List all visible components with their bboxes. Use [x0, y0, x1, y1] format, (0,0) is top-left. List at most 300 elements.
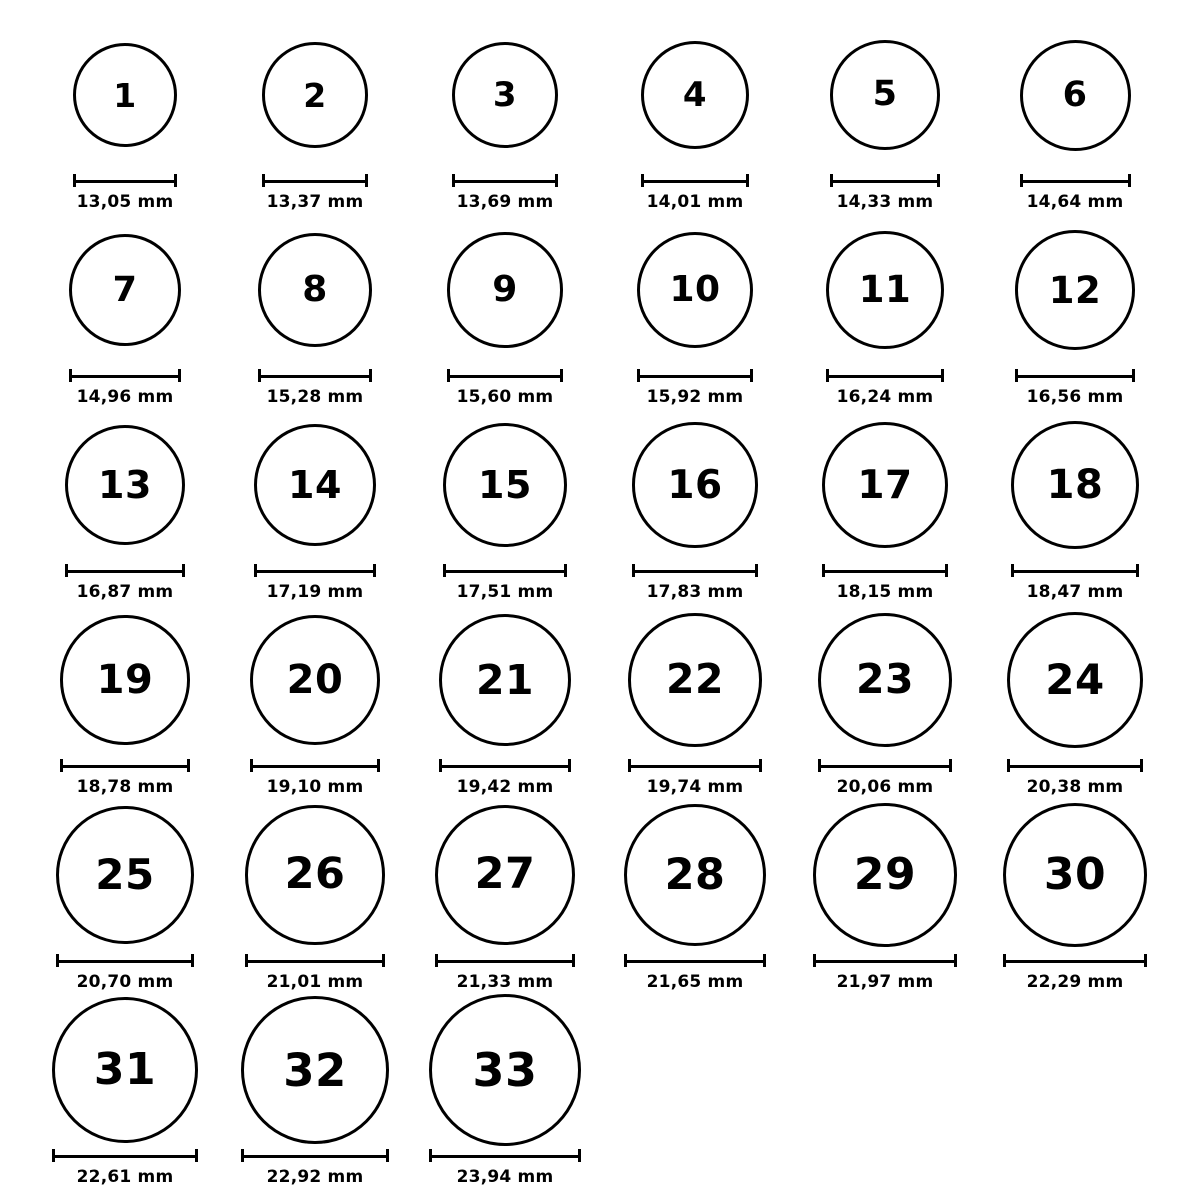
- ring-size-cell: [220, 215, 410, 410]
- ring-circle: [69, 234, 181, 346]
- measure-line: [245, 960, 384, 963]
- diameter-measure: [826, 369, 944, 407]
- ring-size-label: 17: [857, 462, 913, 508]
- ring-circle: [624, 804, 766, 946]
- ring-circle: [818, 613, 953, 748]
- diameter-measure: [241, 1149, 389, 1187]
- diameter-measure: [637, 369, 754, 407]
- ring-circle: [641, 41, 749, 149]
- diameter-value: 19,42 mm: [456, 777, 554, 797]
- measure-bar-icon: [632, 564, 757, 576]
- measure-line: [429, 1155, 581, 1158]
- ring-circle-wrap: [830, 20, 940, 170]
- measure-bar-icon: [429, 1149, 581, 1161]
- ring-size-cell: [600, 605, 790, 800]
- measure-tick-left: [1020, 174, 1023, 187]
- ring-size-label: 22: [665, 655, 725, 704]
- measure-bar-icon: [443, 564, 567, 576]
- ring-circle: [60, 615, 189, 744]
- measure-bar-icon: [1003, 954, 1148, 966]
- diameter-measure: [443, 564, 567, 602]
- ring-size-label: 3: [492, 75, 518, 115]
- ring-size-label: 29: [853, 849, 917, 900]
- diameter-value: 21,97 mm: [836, 972, 934, 992]
- measure-tick-left: [73, 174, 76, 187]
- ring-circle-wrap: [56, 800, 194, 950]
- measure-tick-right: [954, 954, 957, 967]
- ring-circle-wrap: [443, 410, 567, 560]
- measure-tick-left: [641, 174, 644, 187]
- diameter-value: 22,61 mm: [76, 1167, 174, 1187]
- measure-tick-left: [1003, 954, 1006, 967]
- measure-line: [69, 375, 181, 378]
- ring-circle: [826, 231, 944, 349]
- measure-line: [1020, 180, 1131, 183]
- diameter-value: 21,01 mm: [266, 972, 364, 992]
- measure-tick-right: [578, 1149, 581, 1162]
- measure-tick-right: [750, 369, 753, 382]
- ring-circle-wrap: [60, 605, 189, 755]
- ring-size-cell: [600, 20, 790, 215]
- diameter-value: 17,19 mm: [266, 582, 364, 602]
- measure-bar-icon: [624, 954, 766, 966]
- ring-size-label: 33: [472, 1043, 538, 1097]
- ring-size-cell: [410, 20, 600, 215]
- diameter-measure: [1011, 564, 1139, 602]
- diameter-value: 23,94 mm: [456, 1167, 554, 1187]
- diameter-value: 14,96 mm: [76, 387, 174, 407]
- diameter-value: 16,56 mm: [1026, 387, 1124, 407]
- measure-bar-icon: [1007, 759, 1143, 771]
- ring-size-cell: [790, 410, 980, 605]
- measure-tick-left: [60, 759, 63, 772]
- measure-tick-right: [182, 564, 185, 577]
- measure-bar-icon: [52, 1149, 198, 1161]
- ring-size-cell: [410, 605, 600, 800]
- measure-line: [1003, 960, 1148, 963]
- ring-circle: [632, 422, 757, 547]
- measure-tick-left: [439, 759, 442, 772]
- ring-size-label: 2: [303, 75, 327, 115]
- measure-bar-icon: [1015, 369, 1134, 381]
- ring-circle: [1007, 612, 1143, 748]
- ring-circle: [628, 613, 761, 746]
- measure-tick-right: [560, 369, 563, 382]
- ring-size-cell: [600, 410, 790, 605]
- ring-size-label: 26: [284, 849, 346, 900]
- ring-circle: [73, 43, 177, 147]
- measure-tick-right: [945, 564, 948, 577]
- measure-tick-left: [258, 369, 261, 382]
- ring-size-grid: [30, 20, 1170, 1190]
- measure-tick-left: [1007, 759, 1010, 772]
- measure-tick-right: [178, 369, 181, 382]
- measure-line: [241, 1155, 389, 1158]
- measure-bar-icon: [822, 564, 948, 576]
- diameter-measure: [258, 369, 372, 407]
- diameter-value: 22,29 mm: [1026, 972, 1124, 992]
- diameter-measure: [56, 954, 194, 992]
- ring-size-label: 18: [1046, 462, 1104, 508]
- diameter-measure: [439, 759, 571, 797]
- diameter-measure: [52, 1149, 198, 1187]
- measure-line: [258, 375, 372, 378]
- measure-tick-right: [564, 564, 567, 577]
- measure-bar-icon: [641, 174, 749, 186]
- measure-line: [52, 1155, 198, 1158]
- diameter-measure: [641, 174, 749, 212]
- ring-size-label: 5: [872, 74, 898, 115]
- measure-tick-left: [1015, 369, 1018, 382]
- measure-tick-left: [452, 174, 455, 187]
- measure-bar-icon: [254, 564, 376, 576]
- ring-circle: [1020, 40, 1131, 151]
- ring-circle-wrap: [632, 410, 757, 560]
- measure-bar-icon: [69, 369, 181, 381]
- diameter-measure: [1015, 369, 1134, 407]
- diameter-value: 15,60 mm: [456, 387, 554, 407]
- measure-bar-icon: [241, 1149, 389, 1161]
- diameter-value: 14,01 mm: [646, 192, 744, 212]
- measure-bar-icon: [439, 759, 571, 771]
- ring-size-cell: [410, 215, 600, 410]
- ring-circle-wrap: [245, 800, 384, 950]
- ring-size-label: 21: [475, 655, 535, 704]
- ring-circle: [813, 803, 956, 946]
- ring-size-label: 23: [855, 655, 915, 704]
- diameter-measure: [65, 564, 186, 602]
- ring-circle: [830, 40, 940, 150]
- diameter-measure: [447, 369, 562, 407]
- measure-tick-right: [369, 369, 372, 382]
- diameter-measure: [245, 954, 384, 992]
- ring-size-cell: [220, 410, 410, 605]
- diameter-value: 16,87 mm: [76, 582, 174, 602]
- ring-size-label: 9: [492, 268, 518, 310]
- measure-line: [624, 960, 766, 963]
- ring-size-label: 7: [112, 269, 138, 310]
- ring-size-label: 13: [98, 462, 152, 507]
- ring-size-cell: [220, 995, 410, 1190]
- ring-circle-wrap: [1020, 20, 1131, 170]
- measure-tick-right: [386, 1149, 389, 1162]
- ring-size-label: 8: [302, 268, 328, 310]
- ring-circle-wrap: [826, 215, 944, 365]
- ring-circle-wrap: [254, 410, 376, 560]
- ring-size-cell: [790, 605, 980, 800]
- measure-tick-left: [637, 369, 640, 382]
- diameter-value: 22,92 mm: [266, 1167, 364, 1187]
- diameter-value: 18,15 mm: [836, 582, 934, 602]
- measure-tick-left: [1011, 564, 1014, 577]
- measure-line: [1007, 765, 1143, 768]
- measure-tick-right: [382, 954, 385, 967]
- diameter-value: 17,83 mm: [646, 582, 744, 602]
- ring-circle: [52, 997, 198, 1143]
- ring-size-label: 31: [93, 1044, 157, 1095]
- ring-circle-wrap: [1015, 215, 1134, 365]
- ring-size-cell: [30, 995, 220, 1190]
- ring-size-label: 25: [95, 850, 155, 899]
- ring-size-label: 10: [669, 268, 721, 310]
- ring-circle: [822, 422, 948, 548]
- measure-tick-right: [941, 369, 944, 382]
- measure-bar-icon: [65, 564, 186, 576]
- ring-circle: [56, 806, 194, 944]
- ring-size-label: 16: [667, 462, 723, 508]
- measure-tick-left: [447, 369, 450, 382]
- measure-tick-left: [813, 954, 816, 967]
- ring-size-label: 24: [1045, 654, 1105, 704]
- ring-circle-wrap: [624, 800, 766, 950]
- ring-circle-wrap: [447, 215, 562, 365]
- ring-size-cell: [980, 215, 1170, 410]
- measure-bar-icon: [435, 954, 575, 966]
- ring-circle-wrap: [241, 995, 389, 1145]
- ring-circle-wrap: [641, 20, 749, 170]
- measure-line: [439, 765, 571, 768]
- measure-tick-left: [69, 369, 72, 382]
- measure-tick-right: [1128, 174, 1131, 187]
- measure-tick-right: [555, 174, 558, 187]
- ring-size-cell: [600, 800, 790, 995]
- ring-circle-wrap: [452, 20, 559, 170]
- measure-tick-right: [1144, 954, 1147, 967]
- measure-tick-right: [191, 954, 194, 967]
- ring-circle-wrap: [818, 605, 953, 755]
- measure-line: [56, 960, 194, 963]
- diameter-measure: [73, 174, 177, 212]
- measure-bar-icon: [250, 759, 381, 771]
- ring-circle: [439, 614, 571, 746]
- ring-circle: [241, 996, 389, 1144]
- measure-bar-icon: [60, 759, 189, 771]
- ring-size-label: 28: [664, 849, 726, 900]
- diameter-measure: [262, 174, 367, 212]
- measure-bar-icon: [1011, 564, 1139, 576]
- ring-size-cell: [600, 215, 790, 410]
- ring-size-label: 30: [1043, 849, 1107, 900]
- measure-line: [73, 180, 177, 183]
- ring-size-label: 6: [1062, 74, 1088, 115]
- ring-circle-wrap: [250, 605, 381, 755]
- diameter-value: 20,70 mm: [76, 972, 174, 992]
- measure-line: [447, 375, 562, 378]
- diameter-measure: [429, 1149, 581, 1187]
- measure-line: [830, 180, 940, 183]
- ring-circle: [245, 805, 384, 944]
- measure-bar-icon: [628, 759, 761, 771]
- diameter-measure: [250, 759, 381, 797]
- ring-size-cell: [790, 20, 980, 215]
- ring-size-label: 14: [288, 462, 342, 507]
- ring-size-label: 15: [478, 463, 532, 507]
- diameter-measure: [1003, 954, 1148, 992]
- diameter-measure: [813, 954, 956, 992]
- ring-circle: [250, 615, 381, 746]
- ring-circle-wrap: [637, 215, 754, 365]
- ring-circle: [1011, 421, 1139, 549]
- ring-circle: [258, 233, 372, 347]
- measure-bar-icon: [56, 954, 194, 966]
- measure-tick-right: [949, 759, 952, 772]
- ring-circle: [443, 423, 567, 547]
- measure-tick-right: [373, 564, 376, 577]
- measure-bar-icon: [637, 369, 754, 381]
- ring-circle-wrap: [262, 20, 367, 170]
- ring-size-label: 20: [286, 657, 344, 703]
- measure-bar-icon: [830, 174, 940, 186]
- ring-circle-wrap: [822, 410, 948, 560]
- measure-line: [641, 180, 749, 183]
- ring-circle-wrap: [65, 410, 186, 560]
- measure-line: [65, 570, 186, 573]
- measure-tick-left: [245, 954, 248, 967]
- measure-tick-left: [250, 759, 253, 772]
- ring-circle: [452, 42, 559, 149]
- diameter-measure: [1007, 759, 1143, 797]
- diameter-measure: [60, 759, 189, 797]
- measure-tick-right: [1132, 369, 1135, 382]
- diameter-value: 21,65 mm: [646, 972, 744, 992]
- ring-size-cell: [410, 410, 600, 605]
- ring-size-label: 12: [1048, 268, 1102, 312]
- diameter-measure: [435, 954, 575, 992]
- ring-size-cell: [410, 995, 600, 1190]
- diameter-value: 13,05 mm: [76, 192, 174, 212]
- ring-circle: [65, 425, 186, 546]
- diameter-value: 16,24 mm: [836, 387, 934, 407]
- measure-tick-left: [822, 564, 825, 577]
- ring-size-cell: [980, 20, 1170, 215]
- ring-size-cell: [980, 605, 1170, 800]
- ring-circle: [1015, 230, 1134, 349]
- measure-tick-left: [818, 759, 821, 772]
- measure-bar-icon: [447, 369, 562, 381]
- measure-line: [826, 375, 944, 378]
- measure-line: [250, 765, 381, 768]
- ring-size-cell: [30, 800, 220, 995]
- ring-circle-wrap: [429, 995, 581, 1145]
- diameter-value: 18,78 mm: [76, 777, 174, 797]
- ring-size-label: 19: [96, 657, 154, 703]
- diameter-value: 20,06 mm: [836, 777, 934, 797]
- ring-circle-wrap: [1007, 605, 1143, 755]
- ring-size-label: 4: [682, 75, 708, 115]
- measure-line: [443, 570, 567, 573]
- diameter-measure: [830, 174, 940, 212]
- measure-tick-left: [435, 954, 438, 967]
- ring-circle-wrap: [69, 215, 181, 365]
- ring-size-label: 1: [113, 75, 137, 115]
- diameter-value: 14,64 mm: [1026, 192, 1124, 212]
- measure-bar-icon: [813, 954, 956, 966]
- measure-line: [1011, 570, 1139, 573]
- measure-tick-left: [429, 1149, 432, 1162]
- measure-bar-icon: [452, 174, 559, 186]
- ring-size-cell: [410, 800, 600, 995]
- measure-bar-icon: [262, 174, 367, 186]
- ring-circle: [637, 232, 754, 349]
- measure-tick-right: [187, 759, 190, 772]
- measure-line: [818, 765, 953, 768]
- measure-bar-icon: [258, 369, 372, 381]
- measure-tick-left: [826, 369, 829, 382]
- ring-size-cell: [220, 605, 410, 800]
- ring-circle-wrap: [628, 605, 761, 755]
- ring-circle-wrap: [258, 215, 372, 365]
- ring-circle-wrap: [73, 20, 177, 170]
- diameter-value: 15,28 mm: [266, 387, 364, 407]
- ring-size-cell: [30, 20, 220, 215]
- measure-line: [452, 180, 559, 183]
- measure-line: [254, 570, 376, 573]
- ring-circle: [429, 994, 581, 1146]
- ring-circle: [254, 424, 376, 546]
- measure-tick-right: [572, 954, 575, 967]
- diameter-value: 18,47 mm: [1026, 582, 1124, 602]
- measure-tick-left: [628, 759, 631, 772]
- ring-size-cell: [980, 800, 1170, 995]
- measure-tick-left: [830, 174, 833, 187]
- measure-tick-right: [568, 759, 571, 772]
- measure-line: [60, 765, 189, 768]
- measure-tick-left: [241, 1149, 244, 1162]
- ring-size-cell: [790, 215, 980, 410]
- measure-line: [822, 570, 948, 573]
- diameter-measure: [632, 564, 757, 602]
- measure-tick-right: [759, 759, 762, 772]
- measure-tick-left: [624, 954, 627, 967]
- ring-circle: [1003, 803, 1148, 948]
- diameter-measure: [822, 564, 948, 602]
- diameter-value: 19,74 mm: [646, 777, 744, 797]
- measure-bar-icon: [245, 954, 384, 966]
- ring-size-label: 27: [474, 849, 536, 900]
- measure-tick-right: [365, 174, 368, 187]
- measure-tick-right: [377, 759, 380, 772]
- measure-tick-right: [937, 174, 940, 187]
- measure-tick-left: [56, 954, 59, 967]
- measure-tick-left: [262, 174, 265, 187]
- ring-size-cell: [220, 20, 410, 215]
- measure-bar-icon: [818, 759, 953, 771]
- measure-tick-right: [746, 174, 749, 187]
- diameter-value: 13,37 mm: [266, 192, 364, 212]
- ring-size-cell: [30, 410, 220, 605]
- diameter-measure: [69, 369, 181, 407]
- measure-line: [813, 960, 956, 963]
- measure-tick-right: [174, 174, 177, 187]
- ring-size-label: 11: [858, 268, 912, 312]
- measure-line: [637, 375, 754, 378]
- diameter-measure: [1020, 174, 1131, 212]
- measure-line: [632, 570, 757, 573]
- diameter-value: 14,33 mm: [836, 192, 934, 212]
- diameter-value: 19,10 mm: [266, 777, 364, 797]
- ring-circle-wrap: [1011, 410, 1139, 560]
- diameter-measure: [624, 954, 766, 992]
- ring-size-cell: [30, 605, 220, 800]
- ring-size-cell: [790, 800, 980, 995]
- ring-circle: [447, 232, 562, 347]
- ring-circle-wrap: [813, 800, 956, 950]
- diameter-value: 21,33 mm: [456, 972, 554, 992]
- diameter-measure: [818, 759, 953, 797]
- measure-line: [262, 180, 367, 183]
- ring-circle-wrap: [439, 605, 571, 755]
- ring-circle: [262, 42, 367, 147]
